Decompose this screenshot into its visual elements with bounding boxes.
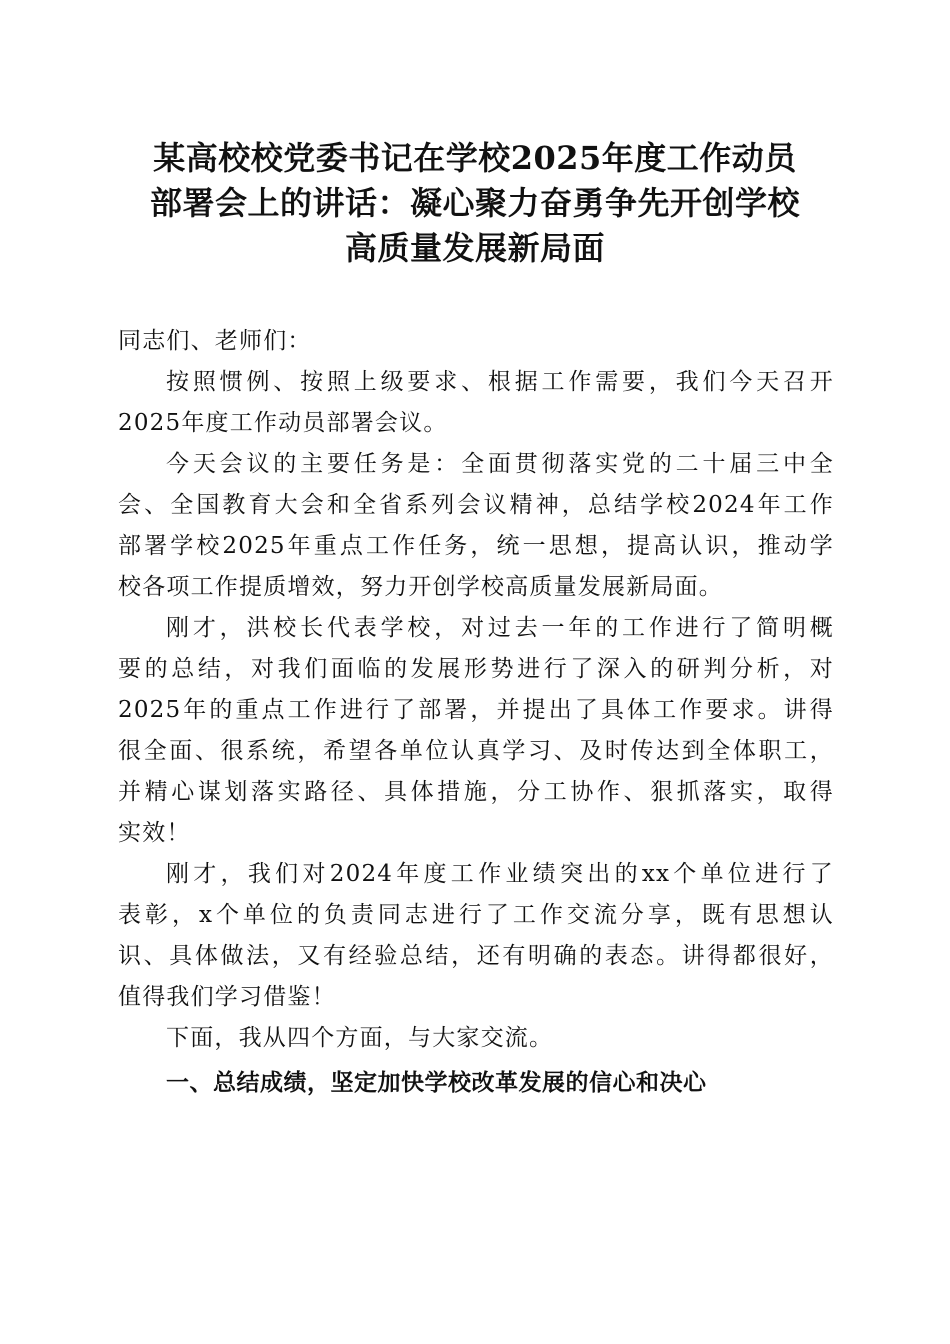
text-line: 刚才，洪校长代表学校，对过去一年的工作进行了简明概 xyxy=(166,615,834,641)
text-line: 校各项工作提质增效，努力开创学校高质量发展新局面。 xyxy=(118,574,723,600)
text-line: 会、全国教育大会和全省系列会议精神，总结学校2024年工作 xyxy=(118,492,834,518)
text-line: 表彰，x个单位的负责同志进行了工作交流分享，既有思想认 xyxy=(118,902,834,928)
text-line: 2025年度工作动员部署会议。 xyxy=(118,410,448,436)
text-line: 下面，我从四个方面，与大家交流。 xyxy=(166,1025,554,1051)
text-line: 识、具体做法，又有经验总结，还有明确的表态。讲得都很好， xyxy=(118,943,834,969)
text-line: 刚才，我们对2024年度工作业绩突出的xx个单位进行了 xyxy=(166,861,834,887)
document-title xyxy=(118,136,832,271)
text-line: 今天会议的主要任务是：全面贯彻落实党的二十届三中全 xyxy=(166,451,834,477)
text-line: 很全面、很系统，希望各单位认真学习、及时传达到全体职工， xyxy=(118,738,834,764)
text-line: 按照惯例、按照上级要求、根据工作需要，我们今天召开 xyxy=(166,369,834,395)
paragraph-3 xyxy=(118,608,834,854)
salutation: 同志们、老师们： xyxy=(118,328,312,354)
text-line: 要的总结，对我们面临的发展形势进行了深入的研判分析，对 xyxy=(118,656,834,682)
text-line: 值得我们学习借鉴！ xyxy=(118,984,336,1010)
document-body xyxy=(118,321,834,1104)
paragraph-2 xyxy=(118,444,834,608)
title-line: 某高校校党委书记在学校2025年度工作动员 xyxy=(153,139,797,177)
text-line: 实效！ xyxy=(118,820,191,846)
text-line: 部署学校2025年重点工作任务，统一思想，提高认识，推动学 xyxy=(118,533,834,559)
section-heading: 一、总结成绩，坚定加快学校改革发展的信心和决心 xyxy=(166,1070,707,1096)
text-line: 并精心谋划落实路径、具体措施，分工协作、狠抓落实，取得 xyxy=(118,779,834,805)
paragraph-1 xyxy=(118,362,834,444)
paragraph-5 xyxy=(118,1018,834,1059)
title-line: 高质量发展新局面 xyxy=(344,229,605,267)
title-line: 部署会上的讲话：凝心聚力奋勇争先开创学校 xyxy=(149,184,800,222)
paragraph-4 xyxy=(118,854,834,1018)
text-line: 2025年的重点工作进行了部署，并提出了具体工作要求。讲得 xyxy=(118,697,834,723)
